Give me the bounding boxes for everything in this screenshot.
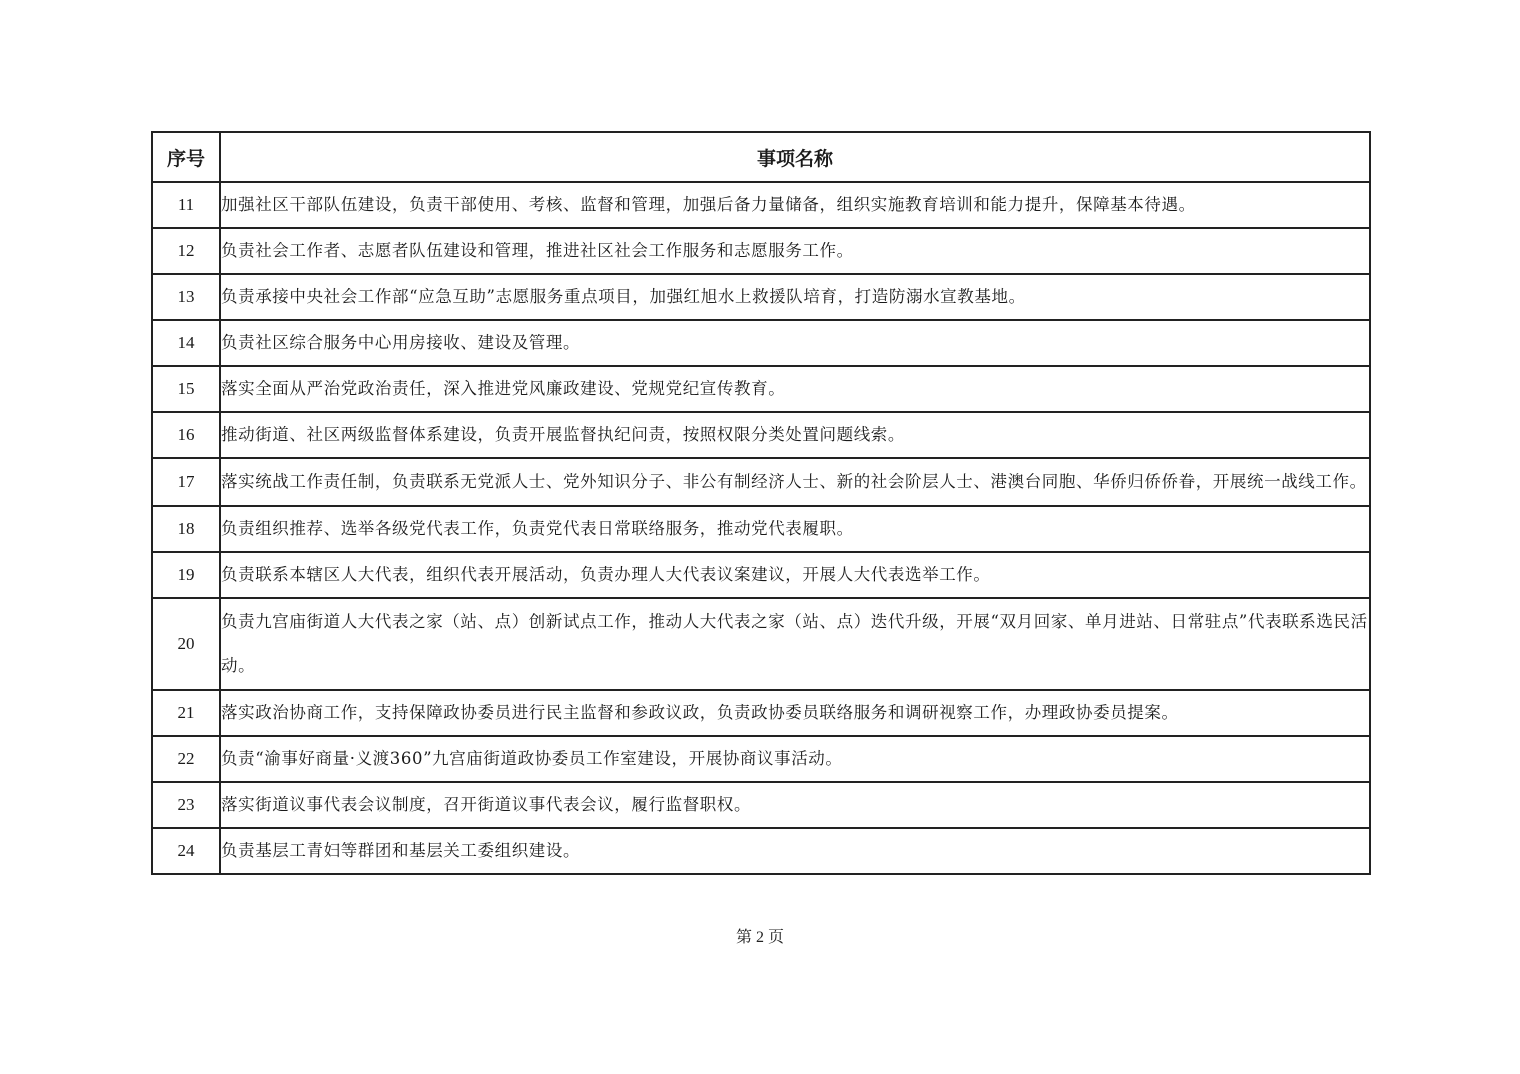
table-row (152, 458, 1370, 506)
table-row (152, 690, 1370, 736)
table-row (152, 782, 1370, 828)
row-item-name: 负责承接中央社会工作部“应急互助”志愿服务重点项目，加强红旭水上救援队培育，打造防溺水宣教基地。 (220, 274, 1370, 320)
row-item-name: 推动街道、社区两级监督体系建设，负责开展监督执纪问责，按照权限分类处置问题线索。 (220, 412, 1370, 458)
table-row (152, 228, 1370, 274)
table-row (152, 182, 1370, 228)
row-item-name: 负责九宫庙街道人大代表之家（站、点）创新试点工作，推动人大代表之家（站、点）迭代升级，开展“双月回家、单月进站、日常驻点”代表联系选民活动。 (220, 598, 1370, 690)
row-number: 11 (152, 182, 220, 228)
items-table (151, 131, 1371, 875)
table-row (152, 598, 1370, 690)
table-row (152, 366, 1370, 412)
row-item-name: 落实街道议事代表会议制度，召开街道议事代表会议，履行监督职权。 (220, 782, 1370, 828)
row-number: 20 (152, 598, 220, 690)
row-number: 16 (152, 412, 220, 458)
table-row (152, 828, 1370, 874)
header-no: 序号 (152, 132, 220, 182)
row-number: 18 (152, 506, 220, 552)
row-item-name: 落实统战工作责任制，负责联系无党派人士、党外知识分子、非公有制经济人士、新的社会阶层人士、港澳台同胞、华侨归侨侨眷，开展统一战线工作。 (220, 458, 1370, 506)
row-number: 13 (152, 274, 220, 320)
row-item-name: 负责社区综合服务中心用房接收、建设及管理。 (220, 320, 1370, 366)
table-row (152, 552, 1370, 598)
row-item-name: 加强社区干部队伍建设，负责干部使用、考核、监督和管理，加强后备力量储备，组织实施教育培训和能力提升，保障基本待遇。 (220, 182, 1370, 228)
table-row (152, 320, 1370, 366)
row-item-name: 落实政治协商工作，支持保障政协委员进行民主监督和参政议政，负责政协委员联络服务和调研视察工作，办理政协委员提案。 (220, 690, 1370, 736)
row-item-name: 落实全面从严治党政治责任，深入推进党风廉政建设、党规党纪宣传教育。 (220, 366, 1370, 412)
row-item-name: 负责社会工作者、志愿者队伍建设和管理，推进社区社会工作服务和志愿服务工作。 (220, 228, 1370, 274)
row-number: 19 (152, 552, 220, 598)
row-number: 22 (152, 736, 220, 782)
header-name: 事项名称 (220, 132, 1370, 182)
row-item-name: 负责组织推荐、选举各级党代表工作，负责党代表日常联络服务，推动党代表履职。 (220, 506, 1370, 552)
row-item-name: 负责“渝事好商量·义渡360”九宫庙街道政协委员工作室建设，开展协商议事活动。 (220, 736, 1370, 782)
row-item-name: 负责联系本辖区人大代表，组织代表开展活动，负责办理人大代表议案建议，开展人大代表选举工作。 (220, 552, 1370, 598)
row-number: 21 (152, 690, 220, 736)
table-row (152, 506, 1370, 552)
row-number: 14 (152, 320, 220, 366)
row-number: 15 (152, 366, 220, 412)
row-item-name: 负责基层工青妇等群团和基层关工委组织建设。 (220, 828, 1370, 874)
table-row (152, 412, 1370, 458)
table-row (152, 736, 1370, 782)
table-row (152, 274, 1370, 320)
row-number: 12 (152, 228, 220, 274)
page-number-footer: 第 2 页 (735, 929, 784, 946)
row-number: 23 (152, 782, 220, 828)
row-number: 17 (152, 458, 220, 506)
table-header-row (152, 132, 1370, 182)
row-number: 24 (152, 828, 220, 874)
